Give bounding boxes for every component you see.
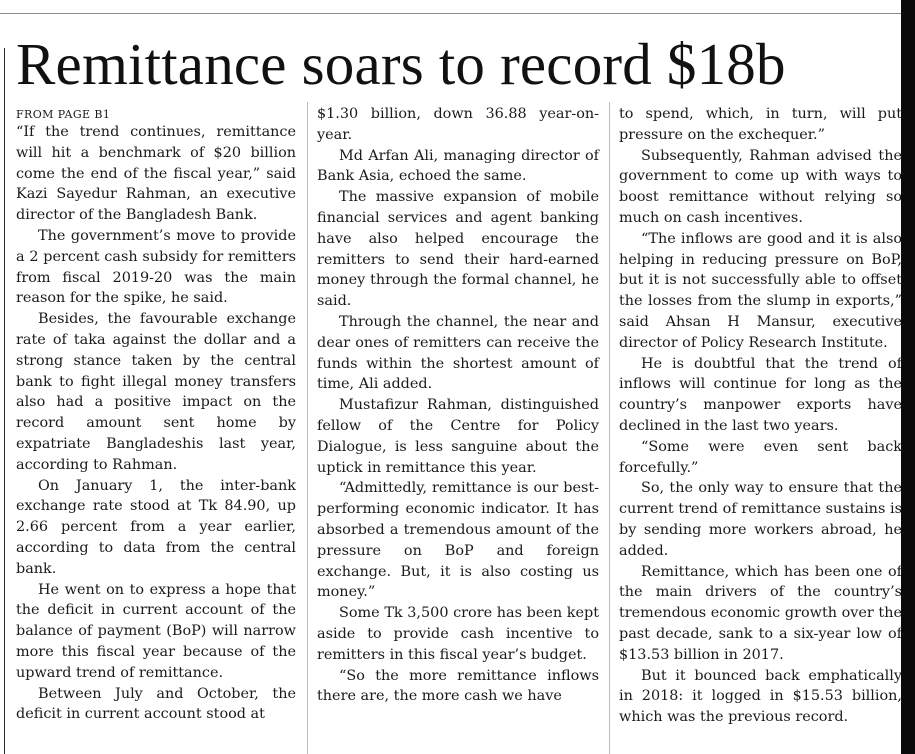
paragraph: The massive expansion of mobile financial services and agent banking have also helped encourage the remitters to send their hard-earned money through the formal channel, he said. xyxy=(317,189,599,310)
paragraph: “Admittedly, remittance is our best-performing economic indicator. It has absorbed a tremendous amount of the pressure on BoP and foreign exchange. But, it is also costing us money.” xyxy=(317,480,599,601)
paragraph: On January 1, the inter-bank exchange rate stood at Tk 84.90, up 2.66 percent from a year earlier, according to data from the central bank. xyxy=(16,477,296,577)
left-edge-rule xyxy=(4,48,5,754)
paragraph: Md Arfan Ali, managing director of Bank Asia, echoed the same. xyxy=(317,147,599,185)
paragraph: Subsequently, Rahman advised the government to come up with ways to boost remittance without relying so much on cash incentives. xyxy=(619,147,902,226)
paragraph: Mustafizur Rahman, distinguished fellow of the Centre for Policy Dialogue, is less sanguine about the uptick in remittance this year. xyxy=(317,397,599,476)
paragraph: Besides, the favourable exchange rate of taka against the dollar and a strong stance taken by the central bank to fight illegal money transfers also had a positive impact on the record amount sent home by expatriate Bangladeshis last year, according to Rahman. xyxy=(16,311,296,473)
paragraph: The government’s move to provide a 2 percent cash subsidy for remitters from fiscal 2019-20 was the main reason for the spike, he said. xyxy=(16,227,296,307)
scan-edge xyxy=(901,0,915,754)
kicker: FROM PAGE B1 xyxy=(16,108,111,121)
paragraph: Through the channel, the near and dear ones of remitters can receive the funds within the shortest amount of time, Ali added. xyxy=(317,313,599,393)
paragraph: He is doubtful that the trend of inflows will continue for long as the country’s manpower exports have declined in the last two years. xyxy=(619,355,902,434)
top-rule xyxy=(0,13,915,14)
article-column-2 xyxy=(317,104,599,707)
paragraph: Between July and October, the deficit in current account stood at xyxy=(16,685,296,723)
headline: Remittance soars to record $18b xyxy=(16,31,786,97)
article-column-1 xyxy=(16,108,296,725)
paragraph: He went on to express a hope that the deficit in current account of the balance of payment (BoP) will narrow more this fiscal year because of the upward trend of remittance. xyxy=(16,581,296,681)
paragraph: $1.30 billion, down 36.88 year-on-year. xyxy=(317,106,599,143)
column-divider xyxy=(609,102,610,754)
paragraph: But it bounced back emphatically in 2018: it logged in $15.53 billion, which was the previous record. xyxy=(619,667,902,726)
paragraph: Remittance, which has been one of the main drivers of the country’s tremendous economic growth over the past decade, sank to a six-year low of $13.53 billion in 2017. xyxy=(619,563,902,663)
column-divider xyxy=(307,102,308,754)
paragraph: “If the trend continues, remittance will hit a benchmark of $20 billion come the end of the fiscal year,” said Kazi Sayedur Rahman, an executive director of the Bangladesh Bank. xyxy=(16,124,296,224)
paragraph: “Some were even sent back forcefully.” xyxy=(619,438,902,476)
paragraph: “So the more remittance inflows there are, the more cash we have xyxy=(317,667,599,705)
paragraph: to spend, which, in turn, will put pressure on the exchequer.” xyxy=(619,106,902,143)
paragraph: So, the only way to ensure that the current trend of remittance sustains is by sending more workers abroad, he added. xyxy=(619,480,902,559)
paragraph: “The inflows are good and it is also helping in reducing pressure on BoP, but it is not successfully able to offset the losses from the slump in exports,” said Ahsan H Mansur, executive director of Policy Research Institute. xyxy=(619,230,902,351)
article-column-3 xyxy=(619,104,902,728)
paragraph: Some Tk 3,500 crore has been kept aside to provide cash incentive to remitters in this fiscal year’s budget. xyxy=(317,605,599,663)
